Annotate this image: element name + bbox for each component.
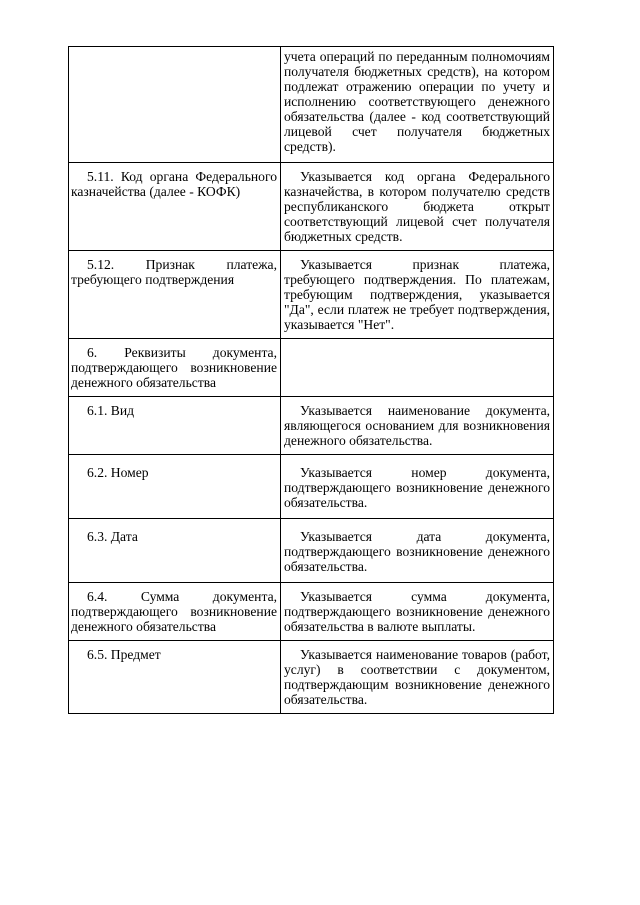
field-name-cell [69, 397, 281, 455]
field-description: Указывается дата документа, подтверждающего возникновение денежного обязательства. [284, 529, 550, 574]
field-description-cell [281, 519, 554, 583]
requisites-table [68, 46, 554, 714]
table-row [69, 251, 554, 339]
table-row [69, 583, 554, 641]
field-name: 5.11. Код органа Федерального казначейства (далее - КОФК) [71, 169, 277, 199]
field-description: Указывается наименование товаров (работ, услуг) в соответствии с документом, подтверждающим возникновение денежного обязательства. [284, 647, 550, 707]
field-name: 6.1. Вид [87, 403, 135, 418]
field-name: 6. Реквизиты документа, подтверждающего возникновение денежного обязательства [71, 345, 277, 390]
field-name: 6.4. Сумма документа, подтверждающего возникновение денежного обязательства [71, 589, 277, 634]
field-description: Указывается номер документа, подтверждающего возникновение денежного обязательства. [284, 465, 550, 510]
field-description: Указывается наименование документа, являющегося основанием для возникновения денежного обязательства. [284, 403, 550, 448]
field-description: учета операций по переданным полномочиям получателя бюджетных средств), на котором подлежат отражению операции по учету и исполнению соответствующего денежного обязательства (далее - код соответствующий лицевой счет получателя бюджетных средств). [284, 49, 550, 154]
table-row [69, 397, 554, 455]
field-description-cell [281, 163, 554, 251]
field-description-cell [281, 339, 554, 397]
table-row [69, 519, 554, 583]
field-description-cell [281, 47, 554, 163]
field-description-cell [281, 455, 554, 519]
table-row [69, 641, 554, 714]
table-row [69, 163, 554, 251]
field-description: Указывается сумма документа, подтверждающего возникновение денежного обязательства в валюте выплаты. [284, 589, 550, 634]
field-name: 6.3. Дата [87, 529, 138, 544]
table-row [69, 339, 554, 397]
field-name: 6.5. Предмет [87, 647, 161, 662]
table-row [69, 455, 554, 519]
field-name-cell [69, 339, 281, 397]
field-name: 6.2. Номер [87, 465, 149, 480]
field-name-cell [69, 251, 281, 339]
field-name: 5.12. Признак платежа, требующего подтверждения [71, 257, 277, 287]
field-name-cell [69, 583, 281, 641]
field-description: Указывается код органа Федерального казначейства, в котором получателю средств республиканского бюджета открыт соответствующий лицевой счет получателя бюджетных средств. [284, 169, 550, 244]
field-name-cell [69, 519, 281, 583]
field-description-cell [281, 397, 554, 455]
table-row [69, 47, 554, 163]
field-description: Указывается признак платежа, требующего подтверждения. По платежам, требующим подтверждения, указывается "Да", если платеж не требует подтверждения, указывается "Нет". [284, 257, 550, 332]
field-description-cell [281, 251, 554, 339]
field-name-cell [69, 47, 281, 163]
field-name-cell [69, 163, 281, 251]
field-name-cell [69, 641, 281, 714]
field-description-cell [281, 583, 554, 641]
field-description-cell [281, 641, 554, 714]
field-name-cell [69, 455, 281, 519]
